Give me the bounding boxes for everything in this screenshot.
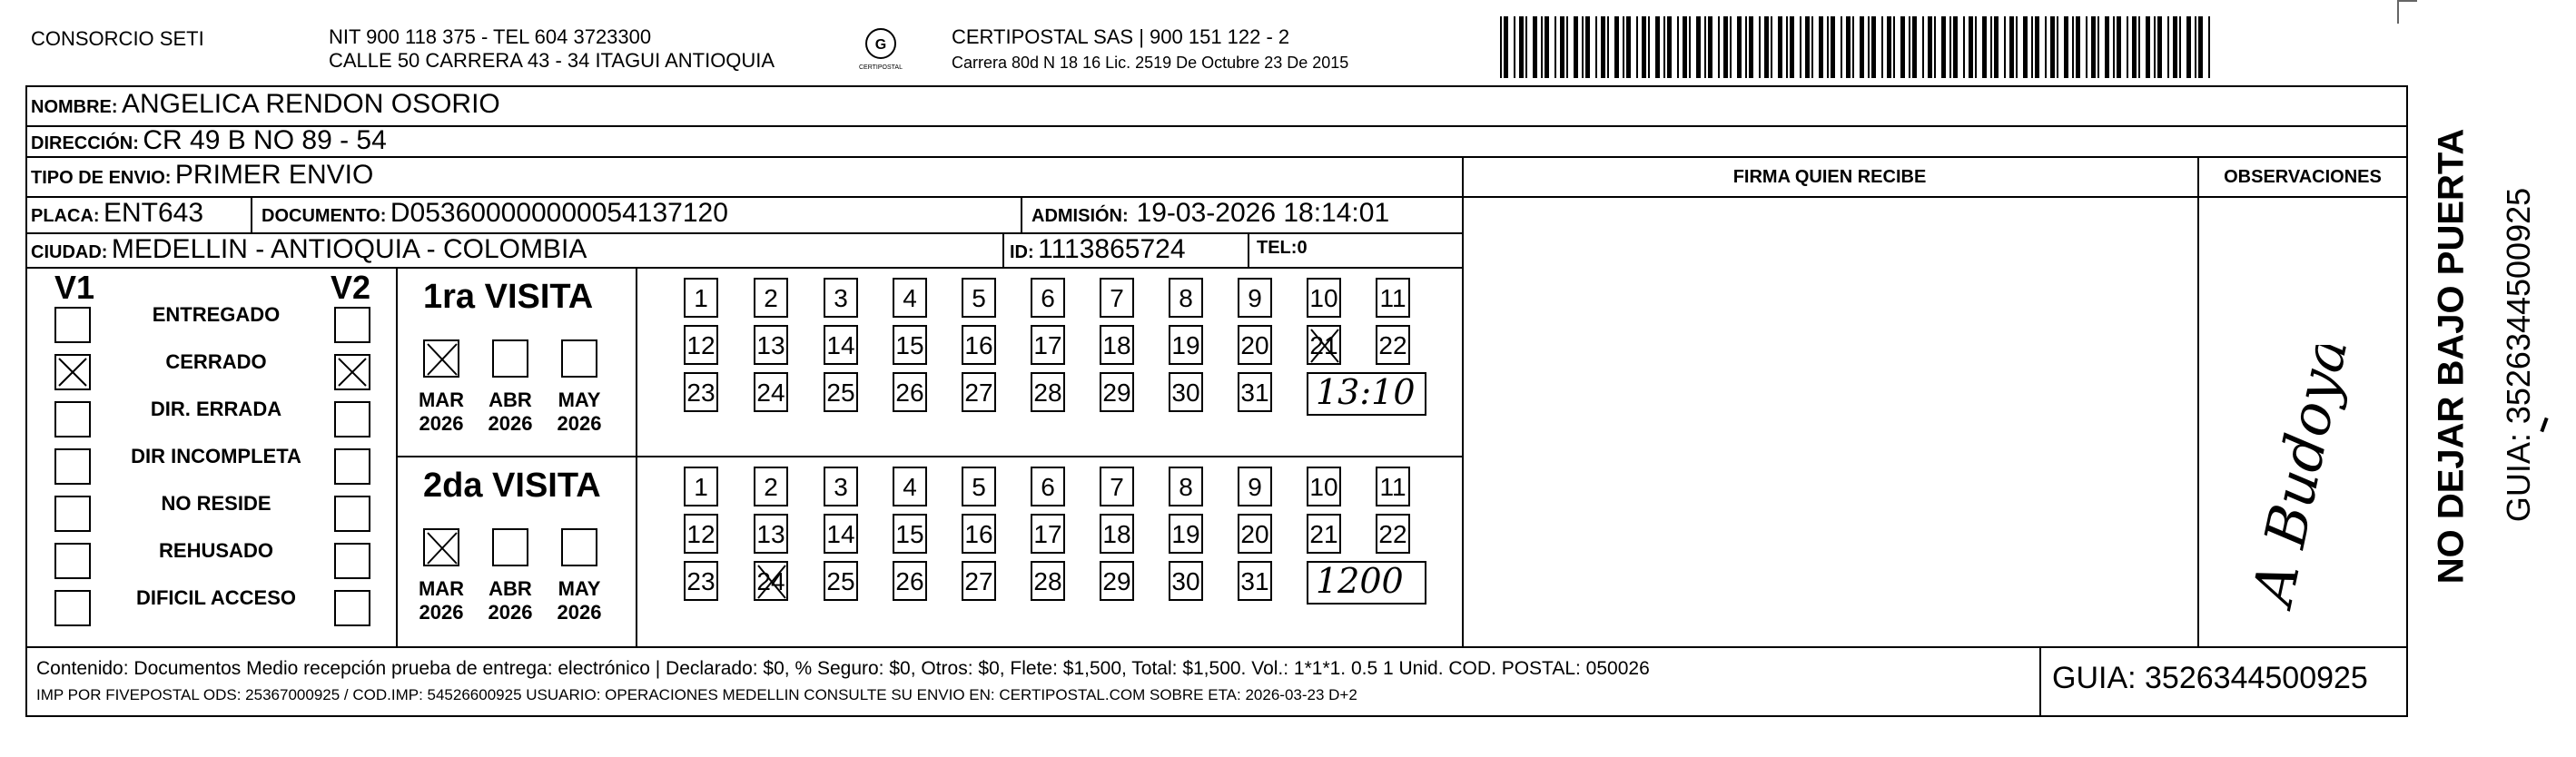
nombre-value: ANGELICA RENDON OSORIO — [122, 89, 500, 119]
day-checkbox[interactable]: 22 — [1376, 514, 1410, 554]
day-checkbox[interactable]: 11 — [1376, 467, 1410, 506]
svg-text:A Budoya: A Budoya — [2239, 345, 2361, 611]
day-checkbox[interactable]: 26 — [893, 372, 927, 412]
x-mark-icon — [336, 356, 369, 388]
day-checkbox[interactable]: 14 — [824, 325, 858, 365]
day-checkbox[interactable]: 16 — [962, 514, 996, 554]
day-checkbox[interactable]: 1 — [684, 278, 718, 318]
time-value: 1200 — [1316, 561, 1404, 601]
month-label: MAY 2026 — [557, 577, 602, 624]
tel-value: 0 — [1297, 238, 1308, 258]
day-checkbox[interactable]: 5 — [962, 278, 996, 318]
day-checkbox[interactable]: 2 — [754, 467, 788, 506]
day-checkbox[interactable]: 21 — [1307, 325, 1341, 365]
corner-mark — [2397, 0, 2417, 24]
day-checkbox[interactable]: 24 — [754, 372, 788, 412]
placa-row: PLACA: ENT643 — [31, 198, 204, 228]
footer-guia: GUIA: 3526344500925 — [2052, 661, 2368, 695]
v2-checkbox[interactable] — [334, 401, 370, 437]
day-checkbox[interactable]: 23 — [684, 561, 718, 601]
tipo-row: TIPO DE ENVIO: PRIMER ENVIO — [31, 160, 374, 190]
month-checkbox[interactable] — [423, 528, 459, 566]
day-checkbox[interactable]: 13 — [754, 325, 788, 365]
side-guia: GUIA: 3526344500925 — [2500, 187, 2537, 523]
day-checkbox[interactable]: 9 — [1238, 467, 1272, 506]
side-text-block — [2415, 109, 2537, 617]
day-checkbox[interactable]: 27 — [962, 372, 996, 412]
month-checkbox[interactable] — [492, 339, 528, 378]
v1-checkbox[interactable] — [54, 307, 91, 343]
footer-imp: IMP POR FIVEPOSTAL ODS: 25367000925 / COD.IMP: 54526600925 USUARIO: OPERACIONES MEDELLIN CONSULTE SU ENVIO EN: CERTIPOSTAL.COM SOBRE ETA: 2026-03-23 D+2 — [36, 686, 1357, 703]
month-label: MAY 2026 — [557, 388, 602, 435]
day-checkbox[interactable]: 18 — [1100, 325, 1134, 365]
x-mark-icon — [56, 356, 89, 388]
day-checkbox[interactable]: 25 — [824, 372, 858, 412]
day-checkbox[interactable]: 10 — [1307, 278, 1341, 318]
certipostal-logo — [854, 24, 908, 74]
admision-value: 19-03-2026 18:14:01 — [1136, 198, 1390, 228]
day-checkbox[interactable]: 14 — [824, 514, 858, 554]
day-checkbox[interactable]: 10 — [1307, 467, 1341, 506]
day-checkbox[interactable]: 1 — [684, 467, 718, 506]
placa-value: ENT643 — [104, 198, 204, 228]
day-checkbox[interactable]: 28 — [1031, 372, 1065, 412]
observaciones-header: OBSERVACIONES — [2224, 167, 2382, 187]
day-checkbox[interactable]: 28 — [1031, 561, 1065, 601]
time-box[interactable] — [1307, 561, 1426, 605]
id-value: 1113865724 — [1038, 234, 1186, 264]
visit2-title: 2da VISITA — [423, 467, 601, 505]
day-checkbox[interactable]: 4 — [893, 467, 927, 506]
status-label: DIR INCOMPLETA — [131, 445, 301, 467]
direccion-row: DIRECCIÓN: CR 49 B NO 89 - 54 — [31, 125, 387, 155]
svg-text:CERTIPOSTAL: CERTIPOSTAL — [859, 64, 903, 71]
month-checkbox[interactable] — [492, 528, 528, 566]
v1-checkbox[interactable] — [54, 448, 91, 485]
documento-value: D053600000000054137120 — [390, 198, 728, 228]
day-checkbox[interactable]: 3 — [824, 278, 858, 318]
footer-contenido: Contenido: Documentos Medio recepción prueba de entrega: electrónico | Declarado: $0, % Seguro: $0, Otros: $0, Flete: $1,500, Total: $1,500. Vol.: 1*1*1. 0.5 1 Unid. COD. POSTAL: 050026 — [36, 658, 1650, 679]
firma-header: FIRMA QUIEN RECIBE — [1732, 167, 1927, 187]
status-label: NO RESIDE — [161, 492, 271, 515]
day-checkbox[interactable]: 11 — [1376, 278, 1410, 318]
day-checkbox[interactable]: 25 — [824, 561, 858, 601]
day-checkbox[interactable]: 7 — [1100, 278, 1134, 318]
month-checkbox[interactable] — [561, 339, 597, 378]
x-mark-icon — [425, 341, 459, 378]
day-checkbox[interactable]: 6 — [1031, 467, 1065, 506]
status-label: DIR. ERRADA — [150, 398, 282, 420]
svg-text:G: G — [874, 37, 887, 53]
day-checkbox[interactable]: 12 — [684, 514, 718, 554]
v2-checkbox[interactable] — [334, 543, 370, 579]
v1-checkbox[interactable] — [54, 401, 91, 437]
day-checkbox[interactable]: 12 — [684, 325, 718, 365]
status-label: DIFICIL ACCESO — [135, 586, 296, 609]
day-checkbox[interactable]: 7 — [1100, 467, 1134, 506]
day-checkbox[interactable]: 26 — [893, 561, 927, 601]
day-checkbox[interactable]: 4 — [893, 278, 927, 318]
day-checkbox[interactable]: 29 — [1100, 561, 1134, 601]
side-warning: NO DEJAR BAJO PUERTA — [2431, 128, 2472, 585]
day-checkbox[interactable]: 17 — [1031, 325, 1065, 365]
day-checkbox[interactable]: 21 — [1307, 514, 1341, 554]
v2-checkbox[interactable] — [334, 590, 370, 626]
day-checkbox[interactable]: 8 — [1169, 467, 1203, 506]
company-address: CALLE 50 CARRERA 43 - 34 ITAGUI ANTIOQUIA — [329, 49, 775, 72]
day-checkbox[interactable]: 15 — [893, 514, 927, 554]
day-checkbox[interactable]: 23 — [684, 372, 718, 412]
direccion-value: CR 49 B NO 89 - 54 — [143, 125, 387, 155]
v1-checkbox[interactable] — [54, 590, 91, 626]
ciudad-value: MEDELLIN - ANTIOQUIA - COLOMBIA — [111, 234, 587, 264]
day-checkbox[interactable]: 13 — [754, 514, 788, 554]
day-checkbox[interactable]: 20 — [1238, 514, 1272, 554]
status-label: CERRADO — [165, 350, 267, 373]
day-checkbox[interactable]: 31 — [1238, 372, 1272, 412]
month-label: MAR 2026 — [418, 577, 465, 624]
day-checkbox[interactable]: 31 — [1238, 561, 1272, 601]
day-checkbox[interactable]: 30 — [1169, 561, 1203, 601]
time-value: 13:10 — [1316, 372, 1416, 412]
v1-label: V1 — [54, 269, 95, 306]
visit1-title: 1ra VISITA — [423, 278, 594, 316]
month-checkbox[interactable] — [561, 528, 597, 566]
v2-checkbox[interactable] — [334, 496, 370, 532]
day-checkbox[interactable]: 5 — [962, 467, 996, 506]
v1-checkbox[interactable] — [54, 354, 91, 390]
month-label: ABR 2026 — [488, 577, 533, 624]
day-checkbox[interactable]: 19 — [1169, 514, 1203, 554]
v2-checkbox[interactable] — [334, 307, 370, 343]
day-checkbox[interactable]: 17 — [1031, 514, 1065, 554]
day-checkbox[interactable]: 22 — [1376, 325, 1410, 365]
company-nit: NIT 900 118 375 - TEL 604 3723300 — [329, 25, 652, 48]
v1-checkbox[interactable] — [54, 543, 91, 579]
v2-label: V2 — [331, 269, 371, 306]
barcode — [1500, 16, 2216, 78]
day-checkbox[interactable]: 19 — [1169, 325, 1203, 365]
time-box[interactable] — [1307, 372, 1426, 416]
v2-checkbox[interactable] — [334, 448, 370, 485]
company-name: CONSORCIO SETI — [31, 27, 204, 50]
day-checkbox[interactable]: 15 — [893, 325, 927, 365]
day-checkbox[interactable]: 2 — [754, 278, 788, 318]
month-label: MAR 2026 — [418, 388, 465, 435]
nombre-row: NOMBRE: ANGELICA RENDON OSORIO — [31, 89, 500, 119]
v2-checkbox[interactable] — [334, 354, 370, 390]
day-checkbox[interactable]: 16 — [962, 325, 996, 365]
x-mark-icon — [425, 530, 459, 566]
day-checkbox[interactable]: 20 — [1238, 325, 1272, 365]
id-row: ID: 1113865724 — [1010, 234, 1186, 264]
day-checkbox[interactable]: 30 — [1169, 372, 1203, 412]
day-checkbox[interactable]: 8 — [1169, 278, 1203, 318]
day-checkbox[interactable]: 18 — [1100, 514, 1134, 554]
day-checkbox[interactable]: 24 — [754, 561, 788, 601]
admision-row: ADMISIÓN: 19-03-2026 18:14:01 — [1031, 198, 1390, 228]
ciudad-row: CIUDAD: MEDELLIN - ANTIOQUIA - COLOMBIA — [31, 234, 587, 264]
v1-checkbox[interactable] — [54, 496, 91, 532]
status-label: ENTREGADO — [152, 303, 281, 326]
tipo-value: PRIMER ENVIO — [174, 160, 374, 190]
documento-row: DOCUMENTO: D053600000000054137120 — [262, 198, 728, 228]
day-checkbox[interactable]: 6 — [1031, 278, 1065, 318]
month-label: ABR 2026 — [488, 388, 533, 435]
tel-row: TEL:0 — [1257, 238, 1308, 258]
day-checkbox[interactable]: 9 — [1238, 278, 1272, 318]
day-checkbox[interactable]: 29 — [1100, 372, 1134, 412]
stray-mark — [2540, 418, 2548, 432]
month-checkbox[interactable] — [423, 339, 459, 378]
status-label: REHUSADO — [159, 539, 273, 562]
certipostal-license: Carrera 80d N 18 16 Lic. 2519 De Octubre 23 De 2015 — [952, 54, 1349, 72]
day-checkbox[interactable]: 3 — [824, 467, 858, 506]
signature — [2216, 345, 2379, 617]
day-checkbox[interactable]: 27 — [962, 561, 996, 601]
certipostal-name: CERTIPOSTAL SAS | 900 151 122 - 2 — [952, 25, 1290, 48]
